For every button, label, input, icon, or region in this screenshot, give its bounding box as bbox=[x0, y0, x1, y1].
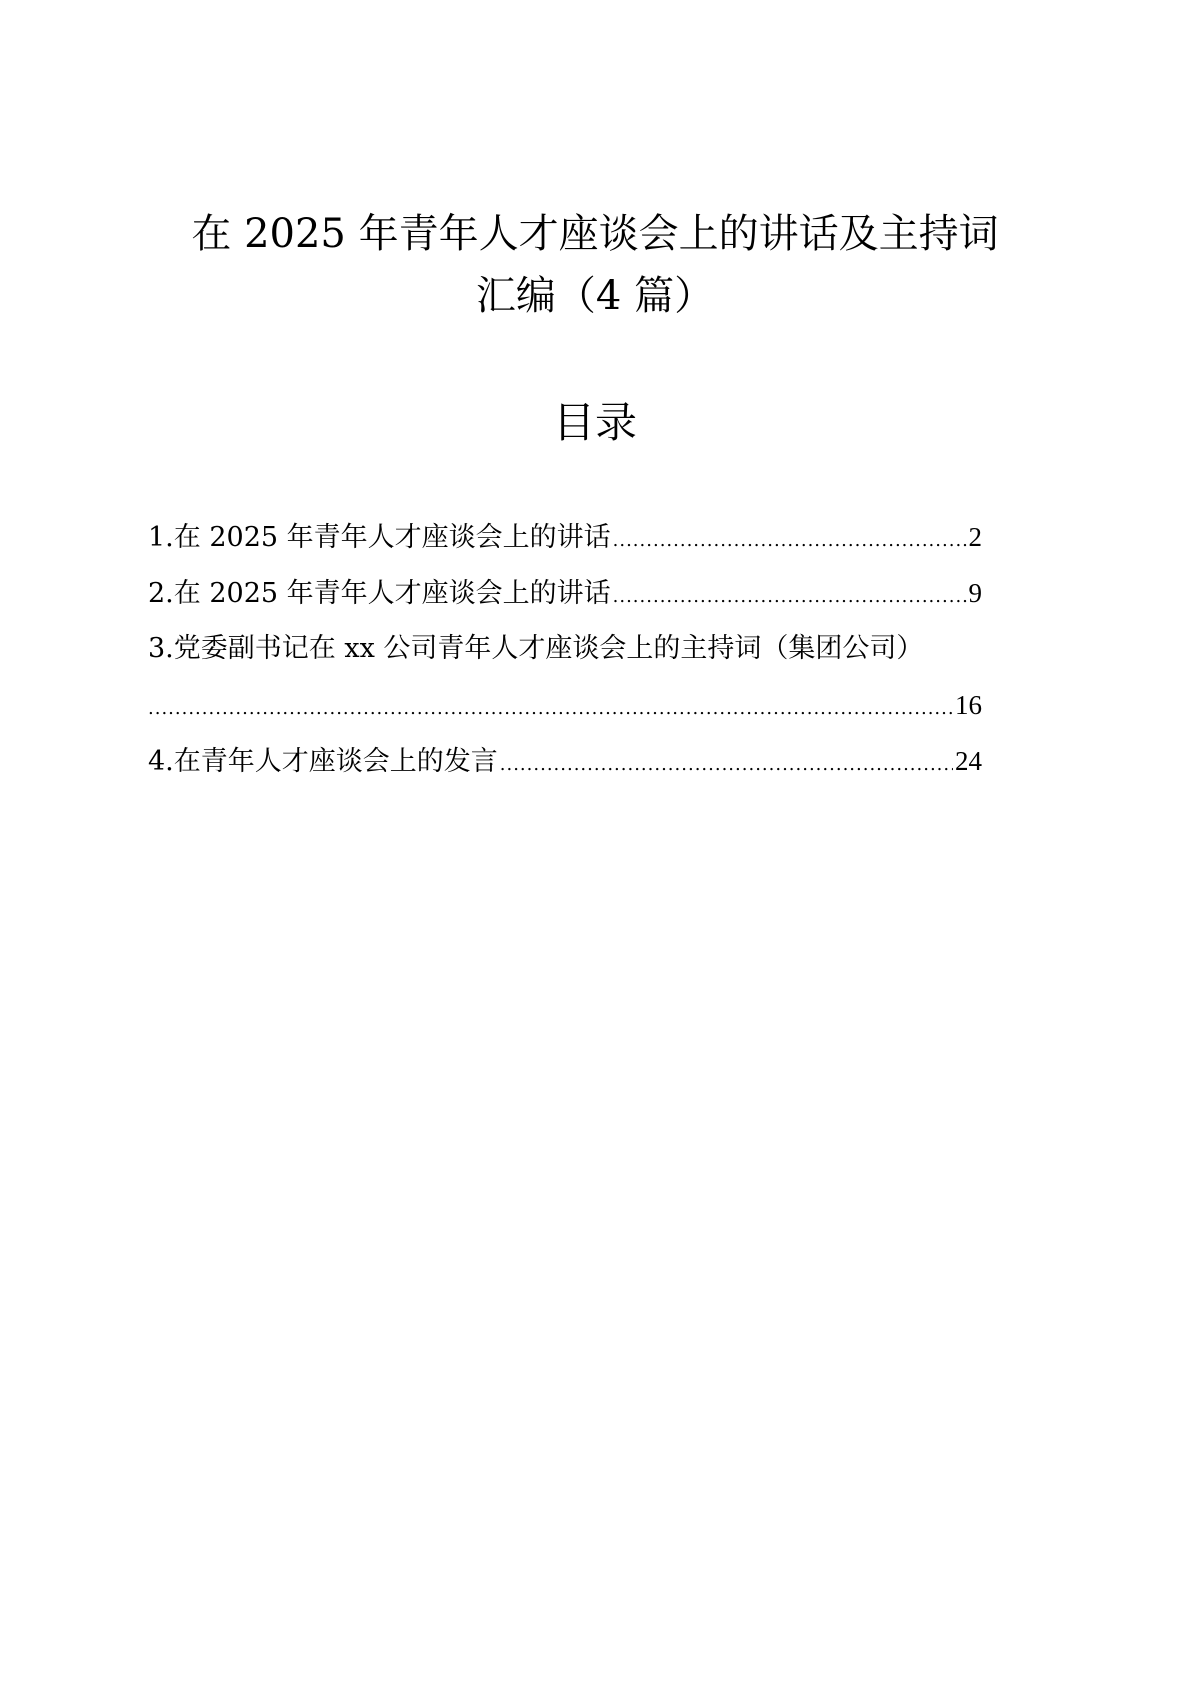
toc-entry-1[interactable] bbox=[148, 520, 982, 576]
toc-entry-label: 3.党委副书记在 xx 公司青年人才座谈会上的主持词（集团公司） bbox=[148, 633, 924, 664]
toc-dot-leader bbox=[613, 580, 967, 614]
toc-entry-page-number: 24 bbox=[955, 746, 982, 776]
table-of-contents bbox=[148, 520, 982, 800]
toc-dot-leader bbox=[148, 692, 953, 726]
toc-entry-page-number: 9 bbox=[968, 578, 982, 608]
toc-entry-3[interactable] bbox=[148, 632, 982, 688]
toc-entry-label: 4.在青年人才座谈会上的发言 bbox=[148, 746, 498, 777]
toc-entry-2[interactable] bbox=[148, 576, 982, 632]
toc-dot-leader bbox=[613, 524, 967, 558]
toc-dot-leader bbox=[500, 748, 953, 782]
toc-entry-page-number: 2 bbox=[968, 522, 982, 552]
toc-entry-3-continuation[interactable] bbox=[148, 688, 982, 744]
document-title-line-1: 在 2025 年青年人才座谈会上的讲话及主持词 bbox=[191, 211, 999, 257]
toc-entry-label: 1.在 2025 年青年人才座谈会上的讲话 bbox=[148, 522, 611, 553]
toc-entry-4[interactable] bbox=[148, 744, 982, 800]
document-title-line-2: 汇编（4 篇） bbox=[475, 273, 715, 319]
toc-entry-page-number: 16 bbox=[955, 690, 982, 720]
toc-heading: 目录 bbox=[552, 398, 637, 447]
toc-entry-label: 2.在 2025 年青年人才座谈会上的讲话 bbox=[148, 578, 611, 609]
